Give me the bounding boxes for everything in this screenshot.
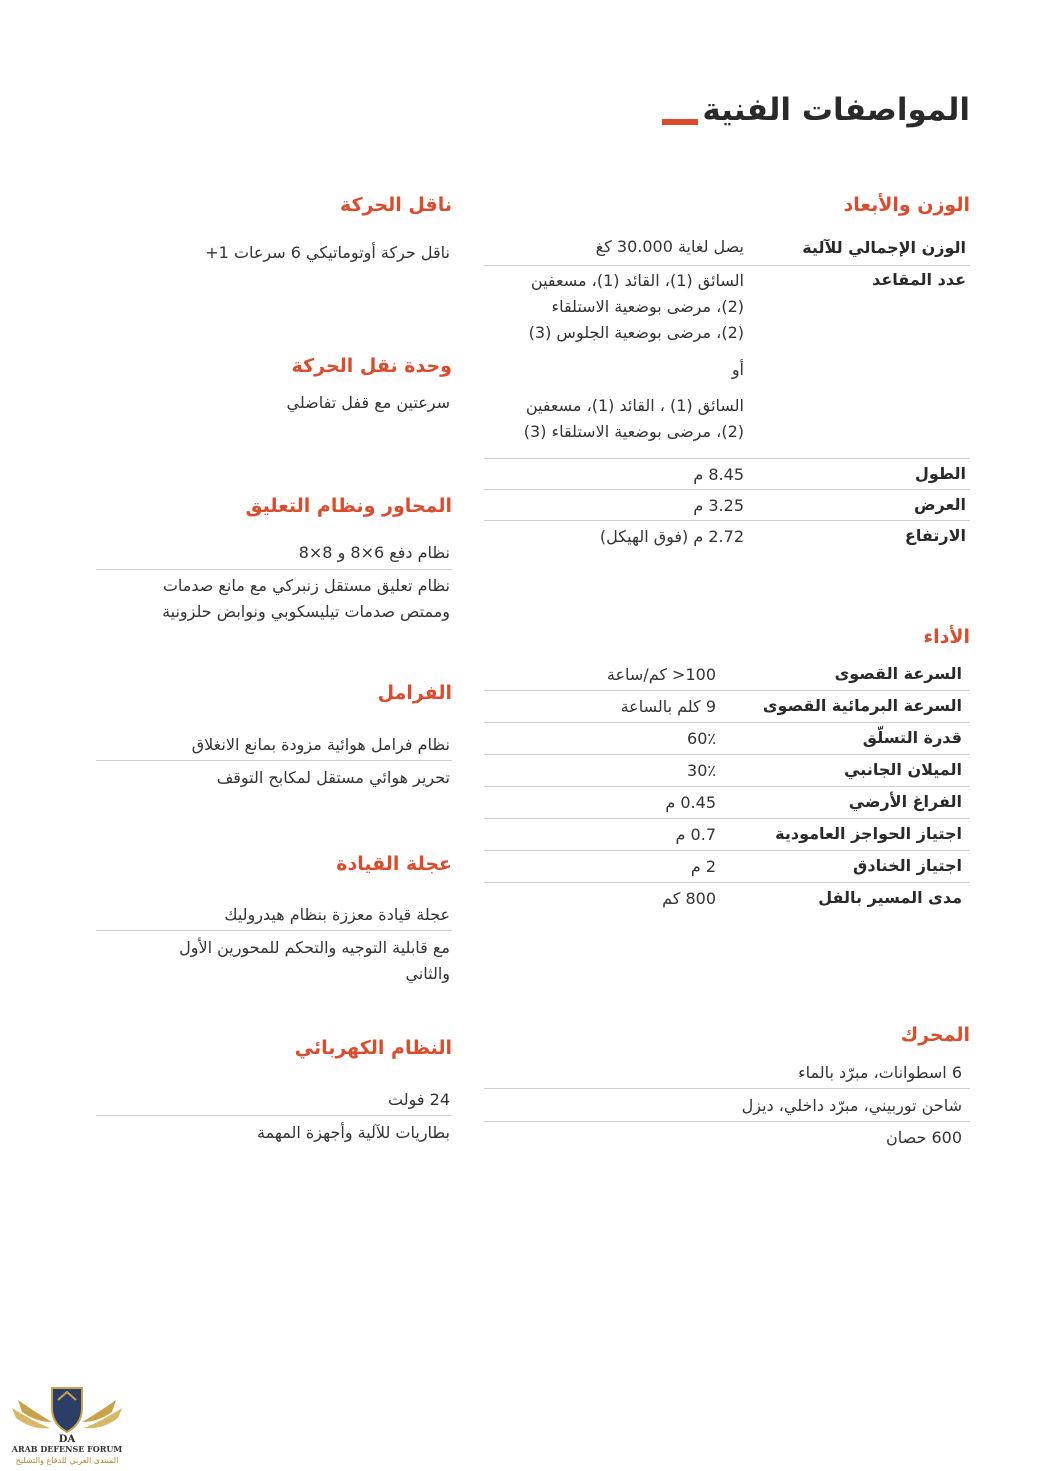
row-value-line: (2)، مرضى بوضعية الاستلقاء (3) [523, 422, 744, 441]
row-key: اجتياز الحواجز العامودية [775, 824, 962, 843]
row-value-or: أو [731, 360, 744, 379]
list-item-text: ناقل حركة أوتوماتيكي 6 سرعات 1+ [205, 243, 450, 262]
row-key: العرض [914, 495, 966, 514]
list-item-text: 24 فولت [388, 1090, 450, 1109]
row-value: 60٪ [687, 729, 716, 748]
table-row [484, 234, 970, 266]
row-value: 9 كلم بالساعة [620, 697, 716, 716]
section-heading-performance: الأداء [923, 626, 970, 648]
list-item [96, 1087, 452, 1116]
list-item [96, 935, 452, 991]
row-key: مدى المسير بالفل [818, 888, 962, 907]
list-item [96, 902, 452, 931]
list-item-text: بطاريات للآلية وأجهزة المهمة [257, 1123, 450, 1142]
section-heading-engine: المحرك [900, 1024, 970, 1046]
list-item-text: شاحن توربيني، مبرّد داخلي، ديزل [741, 1096, 962, 1115]
row-value: 100< كم/ساعة [606, 665, 716, 684]
list-item-text: سرعتين مع قفل تفاضلي [286, 393, 450, 412]
table-row [484, 788, 970, 819]
row-value: 0.45 م [665, 793, 716, 812]
list-item [96, 1120, 452, 1148]
row-key: الميلان الجانبي [844, 760, 962, 779]
section-heading-axles: المحاور ونظام التعليق [245, 495, 452, 517]
section-heading-brakes: الفرامل [377, 682, 452, 704]
row-key: السرعة البرمائية القصوى [762, 696, 962, 715]
list-item-text: تحرير هوائي مستقل لمكابح التوقف [216, 768, 450, 787]
table-row [484, 522, 970, 551]
row-value: 3.25 م [693, 496, 744, 515]
row-key: عدد المقاعد [872, 270, 966, 289]
table-row [484, 820, 970, 851]
row-key: الطول [915, 464, 966, 483]
list-item [484, 1058, 970, 1089]
row-value: 0.7 م [675, 825, 716, 844]
logo-text-ar: المنتدى العربي للدفاع والتسليح [15, 1456, 119, 1465]
list-item [96, 573, 452, 629]
row-value: 800 كم [662, 889, 716, 908]
list-item [96, 540, 452, 570]
section-heading-transmission: ناقل الحركة [339, 194, 452, 216]
table-row [484, 724, 970, 755]
row-value-line: (2)، مرضى بوضعية الجلوس (3) [528, 323, 744, 342]
table-row [484, 491, 970, 521]
table-row [484, 660, 970, 691]
list-item [96, 732, 452, 761]
title-accent-bar [662, 119, 698, 125]
logo-monogram: DA [58, 1434, 76, 1444]
row-value-line: السائق (1)، القائد (1)، مسعفين [530, 271, 744, 290]
row-value: يصل لغاية 30.000 كغ [595, 237, 744, 256]
table-row [484, 884, 970, 914]
shield-wings-icon [8, 1378, 126, 1444]
list-item [484, 1123, 970, 1153]
row-key: الارتفاع [904, 526, 966, 545]
list-item-text: مع قابلية التوجيه والتحكم للمحورين الأول [179, 938, 450, 957]
row-value-line: (2)، مرضى بوضعية الاستلقاء [551, 297, 744, 316]
row-key: اجتياز الخنادق [853, 856, 962, 875]
list-item-text: 6 اسطوانات، مبرّد بالماء [798, 1063, 962, 1082]
table-row [484, 692, 970, 723]
page-title: المواصفات الفنية [702, 92, 970, 128]
section-heading-electrical: النظام الكهربائي [294, 1037, 452, 1059]
row-value: 30٪ [687, 761, 716, 780]
section-heading-transfer-case: وحدة نقل الحركة [291, 355, 452, 377]
list-item-text: وممتص صدمات تيليسكوبي ونوابض حلزونية [162, 602, 450, 621]
list-item-text: نظام تعليق مستقل زنبركي مع مانع صدمات [162, 576, 450, 595]
list-item-text: عجلة قيادة معززة بنظام هيدروليك [224, 905, 450, 924]
row-key: الوزن الإجمالي للآلية [802, 238, 966, 257]
section-heading-weight: الوزن والأبعاد [843, 194, 970, 216]
section-heading-steering: عجلة القيادة [336, 853, 452, 875]
list-item [96, 240, 452, 270]
table-row [484, 266, 970, 459]
list-item-text: نظام فرامل هوائية مزودة بمانع الانغلاق [191, 735, 450, 754]
row-key: السرعة القصوى [834, 664, 962, 683]
row-key: الفراغ الأرضي [848, 792, 962, 811]
row-value-line: السائق (1) ، القائد (1)، مسعفين [525, 396, 744, 415]
table-row [484, 460, 970, 490]
row-value: 8.45 م [693, 465, 744, 484]
arab-defense-forum-logo [8, 1378, 126, 1468]
row-value: 2.72 م (فوق الهيكل) [599, 527, 744, 546]
list-item-text: والثاني [405, 964, 450, 983]
logo-text-en: ARAB DEFENSE FORUM [11, 1444, 123, 1454]
row-value: 2 م [690, 857, 716, 876]
table-row [484, 852, 970, 883]
list-item [484, 1091, 970, 1122]
list-item-text: نظام دفع 6×8 و 8×8 [298, 543, 450, 562]
list-item-text: 600 حصان [885, 1128, 962, 1147]
row-key: قدرة التسلّق [862, 728, 962, 747]
list-item [96, 390, 452, 420]
table-row [484, 756, 970, 787]
list-item [96, 765, 452, 793]
